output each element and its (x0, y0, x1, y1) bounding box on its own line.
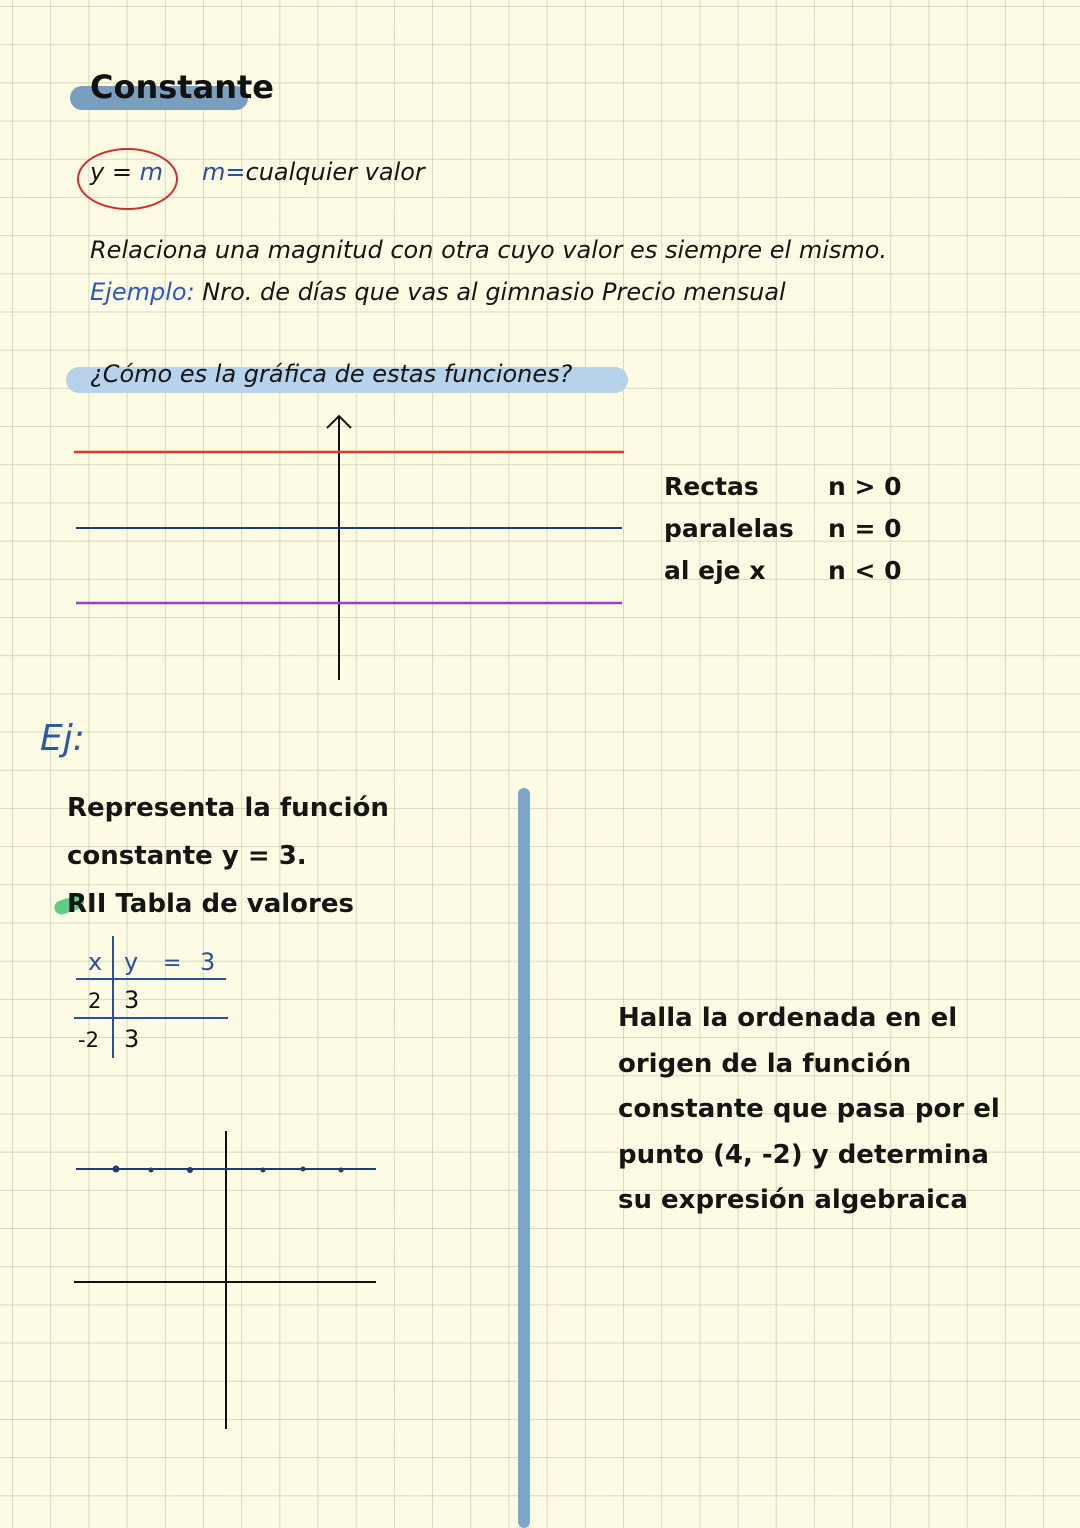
graph2-point (149, 1168, 154, 1173)
exercise-label: Ej: (40, 718, 85, 759)
graph2-point (261, 1168, 266, 1173)
page-title: Constante (90, 68, 274, 106)
description-line-1: Rectas (664, 472, 759, 501)
problem-2-line-2: origen de la función (618, 1048, 912, 1079)
example (90, 278, 786, 306)
graph2-point (301, 1167, 306, 1172)
condition-positive: n > 0 (828, 472, 902, 501)
table-header-val: 3 (200, 948, 216, 976)
column-divider (518, 788, 530, 1528)
condition-negative: n < 0 (828, 556, 902, 585)
table-header-x: x (88, 948, 103, 976)
problem-2-line-3: constante que pasa por el (618, 1094, 1000, 1124)
problem-2-line-4: punto (4, -2) y determina (618, 1139, 989, 1170)
m-definition-text: cualquier valor (245, 158, 425, 186)
value-table (70, 932, 240, 1062)
graph2-point (187, 1167, 193, 1173)
constant-function-graph (60, 1125, 390, 1435)
m-definition (202, 158, 425, 186)
question: ¿Cómo es la gráfica de estas funciones? (90, 360, 573, 388)
formula (90, 158, 163, 186)
example-text: Nro. de días que vas al gimnasio Precio mensual (202, 278, 786, 306)
description-line-2: paralelas (664, 514, 794, 543)
table-header-y: y (124, 948, 139, 976)
formula-lhs: y = (90, 158, 140, 186)
table-cell-r1-y: 3 (124, 986, 140, 1014)
table-header-eq: = (163, 951, 182, 976)
lines-description (664, 466, 794, 592)
example-label: Ejemplo: (90, 278, 195, 306)
problem-2-line-1: Halla la ordenada en el (618, 1003, 958, 1033)
problem-2-line-5: su expresión algebraica (618, 1185, 968, 1215)
m-definition-prefix: m= (202, 158, 246, 186)
exercise-line-3: RII Tabla de valores (67, 889, 354, 919)
graph2-point (339, 1168, 344, 1173)
table-cell-r2-y: 3 (124, 1025, 140, 1053)
description-line-3: al eje x (664, 556, 766, 585)
table-cell-r1-x: 2 (88, 989, 102, 1013)
conditions (828, 466, 902, 592)
condition-zero: n = 0 (828, 514, 902, 543)
exercise-text (67, 784, 389, 928)
table-cell-r2-x: -2 (78, 1028, 99, 1052)
description: Relaciona una magnitud con otra cuyo valor es siempre el mismo. (90, 236, 888, 264)
constant-lines-graph (60, 408, 640, 688)
graph2-point (113, 1166, 120, 1173)
exercise-line-2: constante y = 3. (67, 841, 307, 871)
formula-var: m (139, 158, 163, 186)
problem-2 (618, 996, 1000, 1224)
exercise-line-1: Representa la función (67, 793, 389, 823)
